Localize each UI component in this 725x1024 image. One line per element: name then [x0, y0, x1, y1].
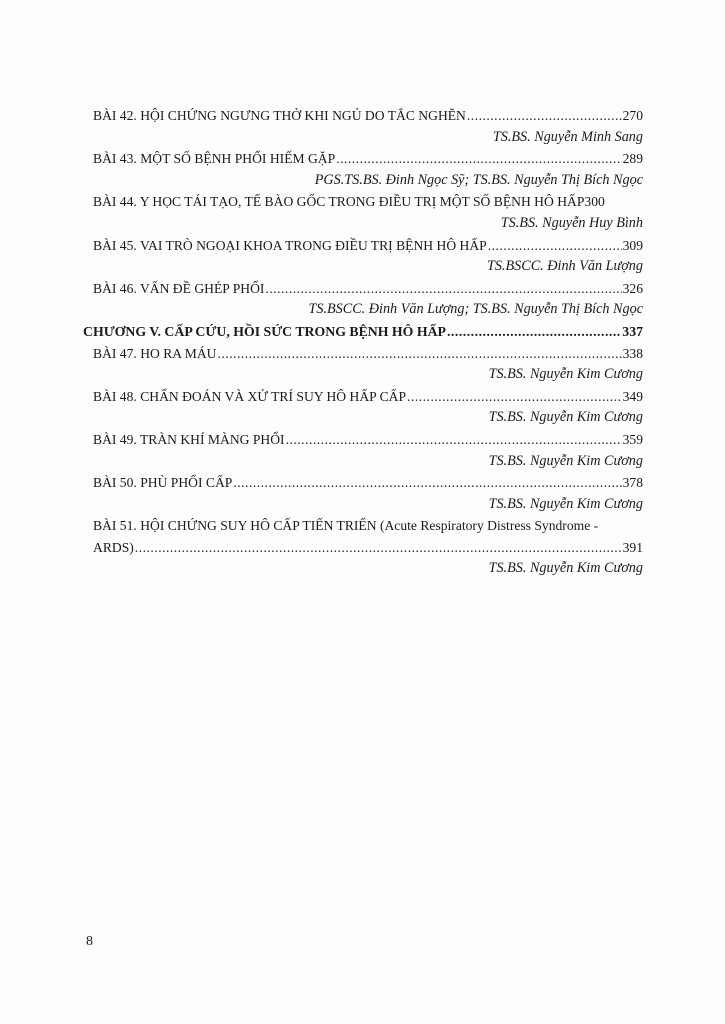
toc-entry-author: TS.BSCC. Đinh Văn Lượng; TS.BS. Nguyễn Thị Bích Ngọc	[308, 301, 643, 318]
toc-entry-author: TS.BS. Nguyễn Kim Cương	[488, 366, 643, 383]
toc-entry-title: BÀI 51. HỘI CHỨNG SUY HÔ CẤP TIẾN TRIỂN (Acute Respiratory Distress Syndrome -	[93, 518, 599, 534]
toc-entry-45[interactable]	[83, 235, 643, 257]
toc-entry-43[interactable]	[83, 148, 643, 170]
leader-dots	[407, 386, 622, 408]
toc-page-number: 300	[584, 194, 605, 210]
toc-entry-author: PGS.TS.BS. Đinh Ngọc Sỹ; TS.BS. Nguyễn Thị Bích Ngọc	[314, 171, 643, 188]
toc-chapter-5[interactable]	[83, 321, 643, 343]
toc-entry-51[interactable]	[83, 515, 643, 558]
leader-dots	[467, 105, 622, 127]
toc-entry-44[interactable]	[83, 191, 643, 213]
toc-entry-author: TS.BS. Nguyễn Minh Sang	[492, 128, 643, 145]
toc-entry-47[interactable]	[83, 343, 643, 365]
toc-entry-title: BÀI 48. CHẨN ĐOÁN VÀ XỬ TRÍ SUY HÔ HẤP CẤP	[93, 388, 407, 404]
toc-page-number: 309	[622, 237, 643, 253]
leader-dots	[135, 537, 622, 559]
toc-page-number: 338	[622, 345, 643, 361]
toc-entry-title: BÀI 42. HỘI CHỨNG NGƯNG THỞ KHI NGỦ DO TẮC NGHẼN	[93, 108, 466, 123]
toc-entry-title: BÀI 45. VAI TRÒ NGOẠI KHOA TRONG ĐIỀU TRỊ BỆNH HÔ HẤP	[93, 237, 487, 253]
leader-dots	[233, 472, 621, 494]
leader-dots	[447, 321, 621, 343]
toc-entry-author: TS.BS. Nguyễn Kim Cương	[488, 409, 643, 426]
toc-entry-title: BÀI 49. TRÀN KHÍ MÀNG PHỔI	[93, 431, 285, 447]
toc-entry-title: BÀI 46. VẤN ĐỀ GHÉP PHỔI	[93, 280, 265, 296]
toc-entry-48[interactable]	[83, 386, 643, 408]
toc-entry-title: BÀI 43. MỘT SỐ BỆNH PHỔI HIẾM GẶP	[93, 151, 336, 167]
toc-page-number: 378	[622, 475, 643, 491]
leader-dots	[336, 148, 621, 170]
toc-entry-author: TS.BS. Nguyễn Kim Cương	[488, 495, 643, 512]
leader-dots	[218, 343, 622, 365]
table-of-contents	[83, 105, 643, 580]
toc-page-number: 349	[622, 388, 643, 404]
leader-dots	[265, 278, 621, 300]
toc-page-number: 359	[622, 431, 643, 447]
toc-page-number: 270	[622, 108, 643, 123]
toc-chapter-title: CHƯƠNG V. CẤP CỨU, HỒI SỨC TRONG BỆNH HÔ HẤP	[83, 323, 446, 339]
toc-entry-title: BÀI 50. PHÙ PHỔI CẤP	[93, 475, 233, 491]
toc-entry-author: TS.BSCC. Đinh Văn Lượng	[486, 258, 643, 275]
toc-page-number: 337	[622, 323, 643, 339]
toc-page-number: 326	[622, 280, 643, 296]
toc-entry-author: TS.BS. Nguyễn Huy Bình	[500, 214, 643, 231]
page-number: 8	[86, 934, 93, 949]
toc-entry-title: BÀI 47. HO RA MÁU	[93, 345, 217, 361]
toc-entry-author: TS.BS. Nguyễn Kim Cương	[488, 452, 643, 469]
toc-entry-42[interactable]	[83, 105, 643, 127]
toc-entry-title-continued	[83, 537, 643, 559]
toc-page-number: 391	[622, 539, 643, 555]
toc-entry-author: TS.BS. Nguyễn Kim Cương	[488, 560, 643, 577]
toc-entry-title-line2: ARDS)	[93, 539, 134, 555]
leader-dots	[286, 429, 622, 451]
leader-dots	[488, 235, 622, 257]
toc-entry-title: BÀI 44. Y HỌC TÁI TẠO, TẾ BÀO GỐC TRONG ĐIỀU TRỊ MỘT SỐ BỆNH HÔ HẤP	[93, 194, 585, 210]
toc-entry-46[interactable]	[83, 278, 643, 300]
toc-page-number: 289	[622, 151, 643, 167]
toc-entry-49[interactable]	[83, 429, 643, 451]
toc-entry-50[interactable]	[83, 472, 643, 494]
